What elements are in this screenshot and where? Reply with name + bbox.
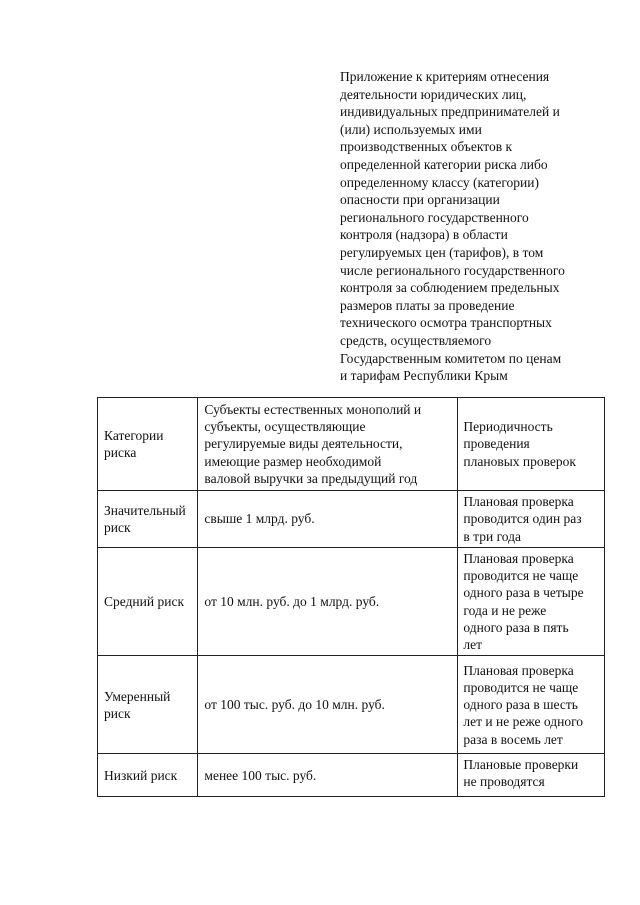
- cell-revenue: свыше 1 млрд. руб.: [198, 491, 458, 548]
- cell-risk-category: Средний риск: [98, 548, 198, 656]
- appendix-line: технического осмотра транспортных: [340, 315, 552, 331]
- appendix-line: определенному классу (категории): [340, 174, 539, 190]
- appendix-line: и тарифам Республики Крым: [340, 368, 508, 384]
- table-row: [98, 754, 605, 797]
- cell-revenue: от 10 млн. руб. до 1 млрд. руб.: [198, 548, 458, 656]
- appendix-line: опасности при организации: [340, 192, 500, 208]
- cell-revenue: от 100 тыс. руб. до 10 млн. руб.: [198, 656, 458, 754]
- table-header-row: [98, 398, 605, 491]
- cell-frequency: Плановая проверка проводится не чаще одного раза в шесть лет и не реже одного раза в восемь лет: [458, 656, 605, 754]
- cell-risk-category: Низкий риск: [98, 754, 198, 797]
- cell-frequency: Плановая проверка проводится один раз в три года: [458, 491, 605, 548]
- appendix-line: средств, осуществляемого: [340, 332, 492, 348]
- header-frequency: Периодичность проведения плановых проверок: [458, 398, 605, 491]
- header-risk-category: Категории риска: [98, 398, 198, 491]
- header-revenue: Субъекты естественных монополий и субъекты, осуществляющие регулируемые виды деятельности, имеющие размер необходимой валовой выручки за предыдущий год: [198, 398, 458, 491]
- cell-frequency: Плановая проверка проводится не чаще одного раза в четыре года и не реже одного раза в пять лет: [458, 548, 605, 656]
- table-row: [98, 548, 605, 656]
- appendix-line: (или) используемых ими: [340, 121, 482, 137]
- cell-revenue: менее 100 тыс. руб.: [198, 754, 458, 797]
- appendix-line: индивидуальных предпринимателей и: [340, 104, 560, 120]
- cell-risk-category: Умеренный риск: [98, 656, 198, 754]
- table-row: [98, 491, 605, 548]
- appendix-line: определенной категории риска либо: [340, 156, 548, 172]
- risk-category-table: [97, 397, 605, 797]
- appendix-line: Приложение к критериям отнесения: [340, 69, 550, 84]
- appendix-heading: [340, 68, 615, 385]
- appendix-line: Государственным комитетом по ценам: [340, 350, 562, 366]
- appendix-line: размеров платы за проведение: [340, 297, 515, 313]
- appendix-line: производственных объектов к: [340, 139, 513, 155]
- cell-frequency: Плановые проверки не проводятся: [458, 754, 605, 797]
- table-row: [98, 656, 605, 754]
- appendix-line: контроля за соблюдением предельных: [340, 280, 560, 296]
- appendix-line: регионального государственного: [340, 209, 529, 225]
- appendix-line: контроля (надзора) в области: [340, 227, 508, 243]
- cell-risk-category: Значительный риск: [98, 491, 198, 548]
- appendix-line: деятельности юридических лиц,: [340, 86, 527, 102]
- appendix-line: регулируемых цен (тарифов), в том: [340, 244, 544, 260]
- appendix-line: числе регионального государственного: [340, 262, 565, 278]
